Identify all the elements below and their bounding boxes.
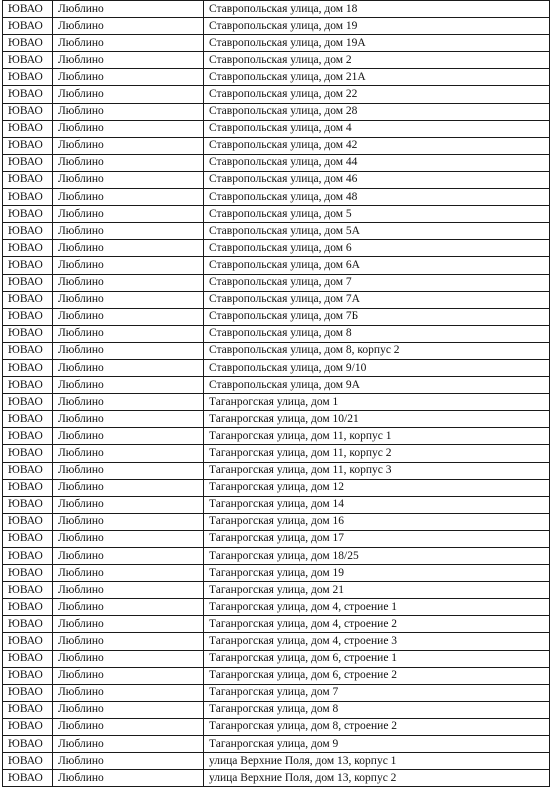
district-cell: Люблино <box>53 377 204 394</box>
okrug-cell: ЮВАО <box>3 18 53 35</box>
district-cell: Люблино <box>53 736 204 753</box>
district-cell: Люблино <box>53 1 204 18</box>
district-cell: Люблино <box>53 770 204 787</box>
district-cell: Люблино <box>53 548 204 565</box>
table-row <box>3 513 550 530</box>
okrug-cell: ЮВАО <box>3 52 53 69</box>
table-row <box>3 189 550 206</box>
table-row <box>3 428 550 445</box>
okrug-cell: ЮВАО <box>3 154 53 171</box>
district-cell: Люблино <box>53 530 204 547</box>
address-cell: Таганрогская улица, дом 11, корпус 1 <box>204 428 550 445</box>
district-cell: Люблино <box>53 428 204 445</box>
table-row <box>3 103 550 120</box>
district-cell: Люблино <box>53 582 204 599</box>
address-cell: Таганрогская улица, дом 16 <box>204 513 550 530</box>
okrug-cell: ЮВАО <box>3 86 53 103</box>
district-cell: Люблино <box>53 206 204 223</box>
okrug-cell: ЮВАО <box>3 342 53 359</box>
address-cell: Ставропольская улица, дом 6 <box>204 240 550 257</box>
okrug-cell: ЮВАО <box>3 650 53 667</box>
okrug-cell: ЮВАО <box>3 411 53 428</box>
district-cell: Люблино <box>53 291 204 308</box>
district-cell: Люблино <box>53 189 204 206</box>
district-cell: Люблино <box>53 462 204 479</box>
address-cell: Ставропольская улица, дом 5 <box>204 206 550 223</box>
address-cell: Таганрогская улица, дом 9 <box>204 736 550 753</box>
table-row <box>3 171 550 188</box>
table-row <box>3 394 550 411</box>
table-row <box>3 206 550 223</box>
table-row <box>3 650 550 667</box>
address-cell: Ставропольская улица, дом 21А <box>204 69 550 86</box>
table-row <box>3 667 550 684</box>
district-cell: Люблино <box>53 86 204 103</box>
okrug-cell: ЮВАО <box>3 137 53 154</box>
okrug-cell: ЮВАО <box>3 69 53 86</box>
district-cell: Люблино <box>53 479 204 496</box>
district-cell: Люблино <box>53 684 204 701</box>
table-row <box>3 1 550 18</box>
okrug-cell: ЮВАО <box>3 35 53 52</box>
table-row <box>3 701 550 718</box>
okrug-cell: ЮВАО <box>3 171 53 188</box>
address-cell: Таганрогская улица, дом 11, корпус 2 <box>204 445 550 462</box>
okrug-cell: ЮВАО <box>3 462 53 479</box>
district-cell: Люблино <box>53 171 204 188</box>
table-row <box>3 718 550 735</box>
table-row <box>3 18 550 35</box>
table-row <box>3 462 550 479</box>
table-row <box>3 548 550 565</box>
district-cell: Люблино <box>53 599 204 616</box>
address-cell: Таганрогская улица, дом 8 <box>204 701 550 718</box>
okrug-cell: ЮВАО <box>3 120 53 137</box>
district-cell: Люблино <box>53 223 204 240</box>
address-cell: Ставропольская улица, дом 8, корпус 2 <box>204 342 550 359</box>
table-row <box>3 359 550 376</box>
address-cell: Таганрогская улица, дом 10/21 <box>204 411 550 428</box>
okrug-cell: ЮВАО <box>3 359 53 376</box>
district-cell: Люблино <box>53 257 204 274</box>
address-cell: Таганрогская улица, дом 19 <box>204 565 550 582</box>
table-row <box>3 223 550 240</box>
okrug-cell: ЮВАО <box>3 240 53 257</box>
district-cell: Люблино <box>53 411 204 428</box>
okrug-cell: ЮВАО <box>3 548 53 565</box>
address-cell: Ставропольская улица, дом 4 <box>204 120 550 137</box>
address-cell: Таганрогская улица, дом 17 <box>204 530 550 547</box>
address-cell: Таганрогская улица, дом 18/25 <box>204 548 550 565</box>
table-row <box>3 240 550 257</box>
table-row <box>3 325 550 342</box>
table-row <box>3 599 550 616</box>
address-table-body <box>3 1 550 787</box>
table-row <box>3 479 550 496</box>
okrug-cell: ЮВАО <box>3 257 53 274</box>
okrug-cell: ЮВАО <box>3 308 53 325</box>
okrug-cell: ЮВАО <box>3 103 53 120</box>
address-cell: Ставропольская улица, дом 9А <box>204 377 550 394</box>
address-cell: Таганрогская улица, дом 6, строение 2 <box>204 667 550 684</box>
table-row <box>3 137 550 154</box>
district-cell: Люблино <box>53 650 204 667</box>
table-row <box>3 582 550 599</box>
table-row <box>3 120 550 137</box>
address-cell: улица Верхние Поля, дом 13, корпус 2 <box>204 770 550 787</box>
table-row <box>3 35 550 52</box>
okrug-cell: ЮВАО <box>3 496 53 513</box>
address-cell: Ставропольская улица, дом 19 <box>204 18 550 35</box>
address-cell: Ставропольская улица, дом 7Б <box>204 308 550 325</box>
address-cell: Таганрогская улица, дом 21 <box>204 582 550 599</box>
address-cell: Таганрогская улица, дом 4, строение 1 <box>204 599 550 616</box>
okrug-cell: ЮВАО <box>3 445 53 462</box>
okrug-cell: ЮВАО <box>3 701 53 718</box>
table-row <box>3 377 550 394</box>
address-cell: Ставропольская улица, дом 8 <box>204 325 550 342</box>
table-row <box>3 342 550 359</box>
district-cell: Люблино <box>53 274 204 291</box>
address-cell: Ставропольская улица, дом 18 <box>204 1 550 18</box>
district-cell: Люблино <box>53 18 204 35</box>
table-row <box>3 753 550 770</box>
okrug-cell: ЮВАО <box>3 513 53 530</box>
address-cell: Таганрогская улица, дом 1 <box>204 394 550 411</box>
okrug-cell: ЮВАО <box>3 428 53 445</box>
address-cell: Ставропольская улица, дом 48 <box>204 189 550 206</box>
okrug-cell: ЮВАО <box>3 684 53 701</box>
address-cell: Ставропольская улица, дом 7А <box>204 291 550 308</box>
address-cell: Ставропольская улица, дом 28 <box>204 103 550 120</box>
address-cell: Ставропольская улица, дом 6А <box>204 257 550 274</box>
okrug-cell: ЮВАО <box>3 667 53 684</box>
address-cell: Таганрогская улица, дом 11, корпус 3 <box>204 462 550 479</box>
table-row <box>3 86 550 103</box>
table-row <box>3 684 550 701</box>
table-row <box>3 530 550 547</box>
address-table-container <box>2 0 549 787</box>
table-row <box>3 565 550 582</box>
district-cell: Люблино <box>53 69 204 86</box>
district-cell: Люблино <box>53 342 204 359</box>
okrug-cell: ЮВАО <box>3 736 53 753</box>
address-cell: Ставропольская улица, дом 7 <box>204 274 550 291</box>
table-row <box>3 770 550 787</box>
address-cell: улица Верхние Поля, дом 13, корпус 1 <box>204 753 550 770</box>
district-cell: Люблино <box>53 616 204 633</box>
table-row <box>3 736 550 753</box>
district-cell: Люблино <box>53 137 204 154</box>
district-cell: Люблино <box>53 701 204 718</box>
district-cell: Люблино <box>53 325 204 342</box>
okrug-cell: ЮВАО <box>3 274 53 291</box>
okrug-cell: ЮВАО <box>3 616 53 633</box>
address-cell: Ставропольская улица, дом 42 <box>204 137 550 154</box>
address-cell: Ставропольская улица, дом 9/10 <box>204 359 550 376</box>
district-cell: Люблино <box>53 120 204 137</box>
district-cell: Люблино <box>53 308 204 325</box>
district-cell: Люблино <box>53 496 204 513</box>
okrug-cell: ЮВАО <box>3 291 53 308</box>
okrug-cell: ЮВАО <box>3 633 53 650</box>
district-cell: Люблино <box>53 445 204 462</box>
district-cell: Люблино <box>53 633 204 650</box>
table-row <box>3 308 550 325</box>
table-row <box>3 69 550 86</box>
address-table <box>2 0 550 787</box>
table-row <box>3 52 550 69</box>
okrug-cell: ЮВАО <box>3 325 53 342</box>
okrug-cell: ЮВАО <box>3 1 53 18</box>
address-cell: Таганрогская улица, дом 8, строение 2 <box>204 718 550 735</box>
district-cell: Люблино <box>53 565 204 582</box>
table-row <box>3 496 550 513</box>
okrug-cell: ЮВАО <box>3 377 53 394</box>
district-cell: Люблино <box>53 394 204 411</box>
district-cell: Люблино <box>53 52 204 69</box>
address-cell: Таганрогская улица, дом 6, строение 1 <box>204 650 550 667</box>
okrug-cell: ЮВАО <box>3 189 53 206</box>
table-row <box>3 291 550 308</box>
okrug-cell: ЮВАО <box>3 770 53 787</box>
table-row <box>3 274 550 291</box>
okrug-cell: ЮВАО <box>3 718 53 735</box>
address-cell: Таганрогская улица, дом 14 <box>204 496 550 513</box>
okrug-cell: ЮВАО <box>3 582 53 599</box>
address-cell: Ставропольская улица, дом 2 <box>204 52 550 69</box>
okrug-cell: ЮВАО <box>3 394 53 411</box>
address-cell: Ставропольская улица, дом 46 <box>204 171 550 188</box>
district-cell: Люблино <box>53 35 204 52</box>
address-cell: Ставропольская улица, дом 22 <box>204 86 550 103</box>
district-cell: Люблино <box>53 718 204 735</box>
okrug-cell: ЮВАО <box>3 530 53 547</box>
okrug-cell: ЮВАО <box>3 565 53 582</box>
table-row <box>3 633 550 650</box>
table-row <box>3 445 550 462</box>
table-row <box>3 257 550 274</box>
table-row <box>3 616 550 633</box>
address-cell: Ставропольская улица, дом 19А <box>204 35 550 52</box>
district-cell: Люблино <box>53 103 204 120</box>
table-row <box>3 411 550 428</box>
okrug-cell: ЮВАО <box>3 206 53 223</box>
okrug-cell: ЮВАО <box>3 599 53 616</box>
table-row <box>3 154 550 171</box>
address-cell: Таганрогская улица, дом 4, строение 2 <box>204 616 550 633</box>
address-cell: Таганрогская улица, дом 12 <box>204 479 550 496</box>
address-cell: Ставропольская улица, дом 5А <box>204 223 550 240</box>
district-cell: Люблино <box>53 154 204 171</box>
district-cell: Люблино <box>53 753 204 770</box>
district-cell: Люблино <box>53 359 204 376</box>
okrug-cell: ЮВАО <box>3 479 53 496</box>
district-cell: Люблино <box>53 240 204 257</box>
district-cell: Люблино <box>53 667 204 684</box>
address-cell: Таганрогская улица, дом 4, строение 3 <box>204 633 550 650</box>
district-cell: Люблино <box>53 513 204 530</box>
address-cell: Таганрогская улица, дом 7 <box>204 684 550 701</box>
okrug-cell: ЮВАО <box>3 753 53 770</box>
address-cell: Ставропольская улица, дом 44 <box>204 154 550 171</box>
okrug-cell: ЮВАО <box>3 223 53 240</box>
